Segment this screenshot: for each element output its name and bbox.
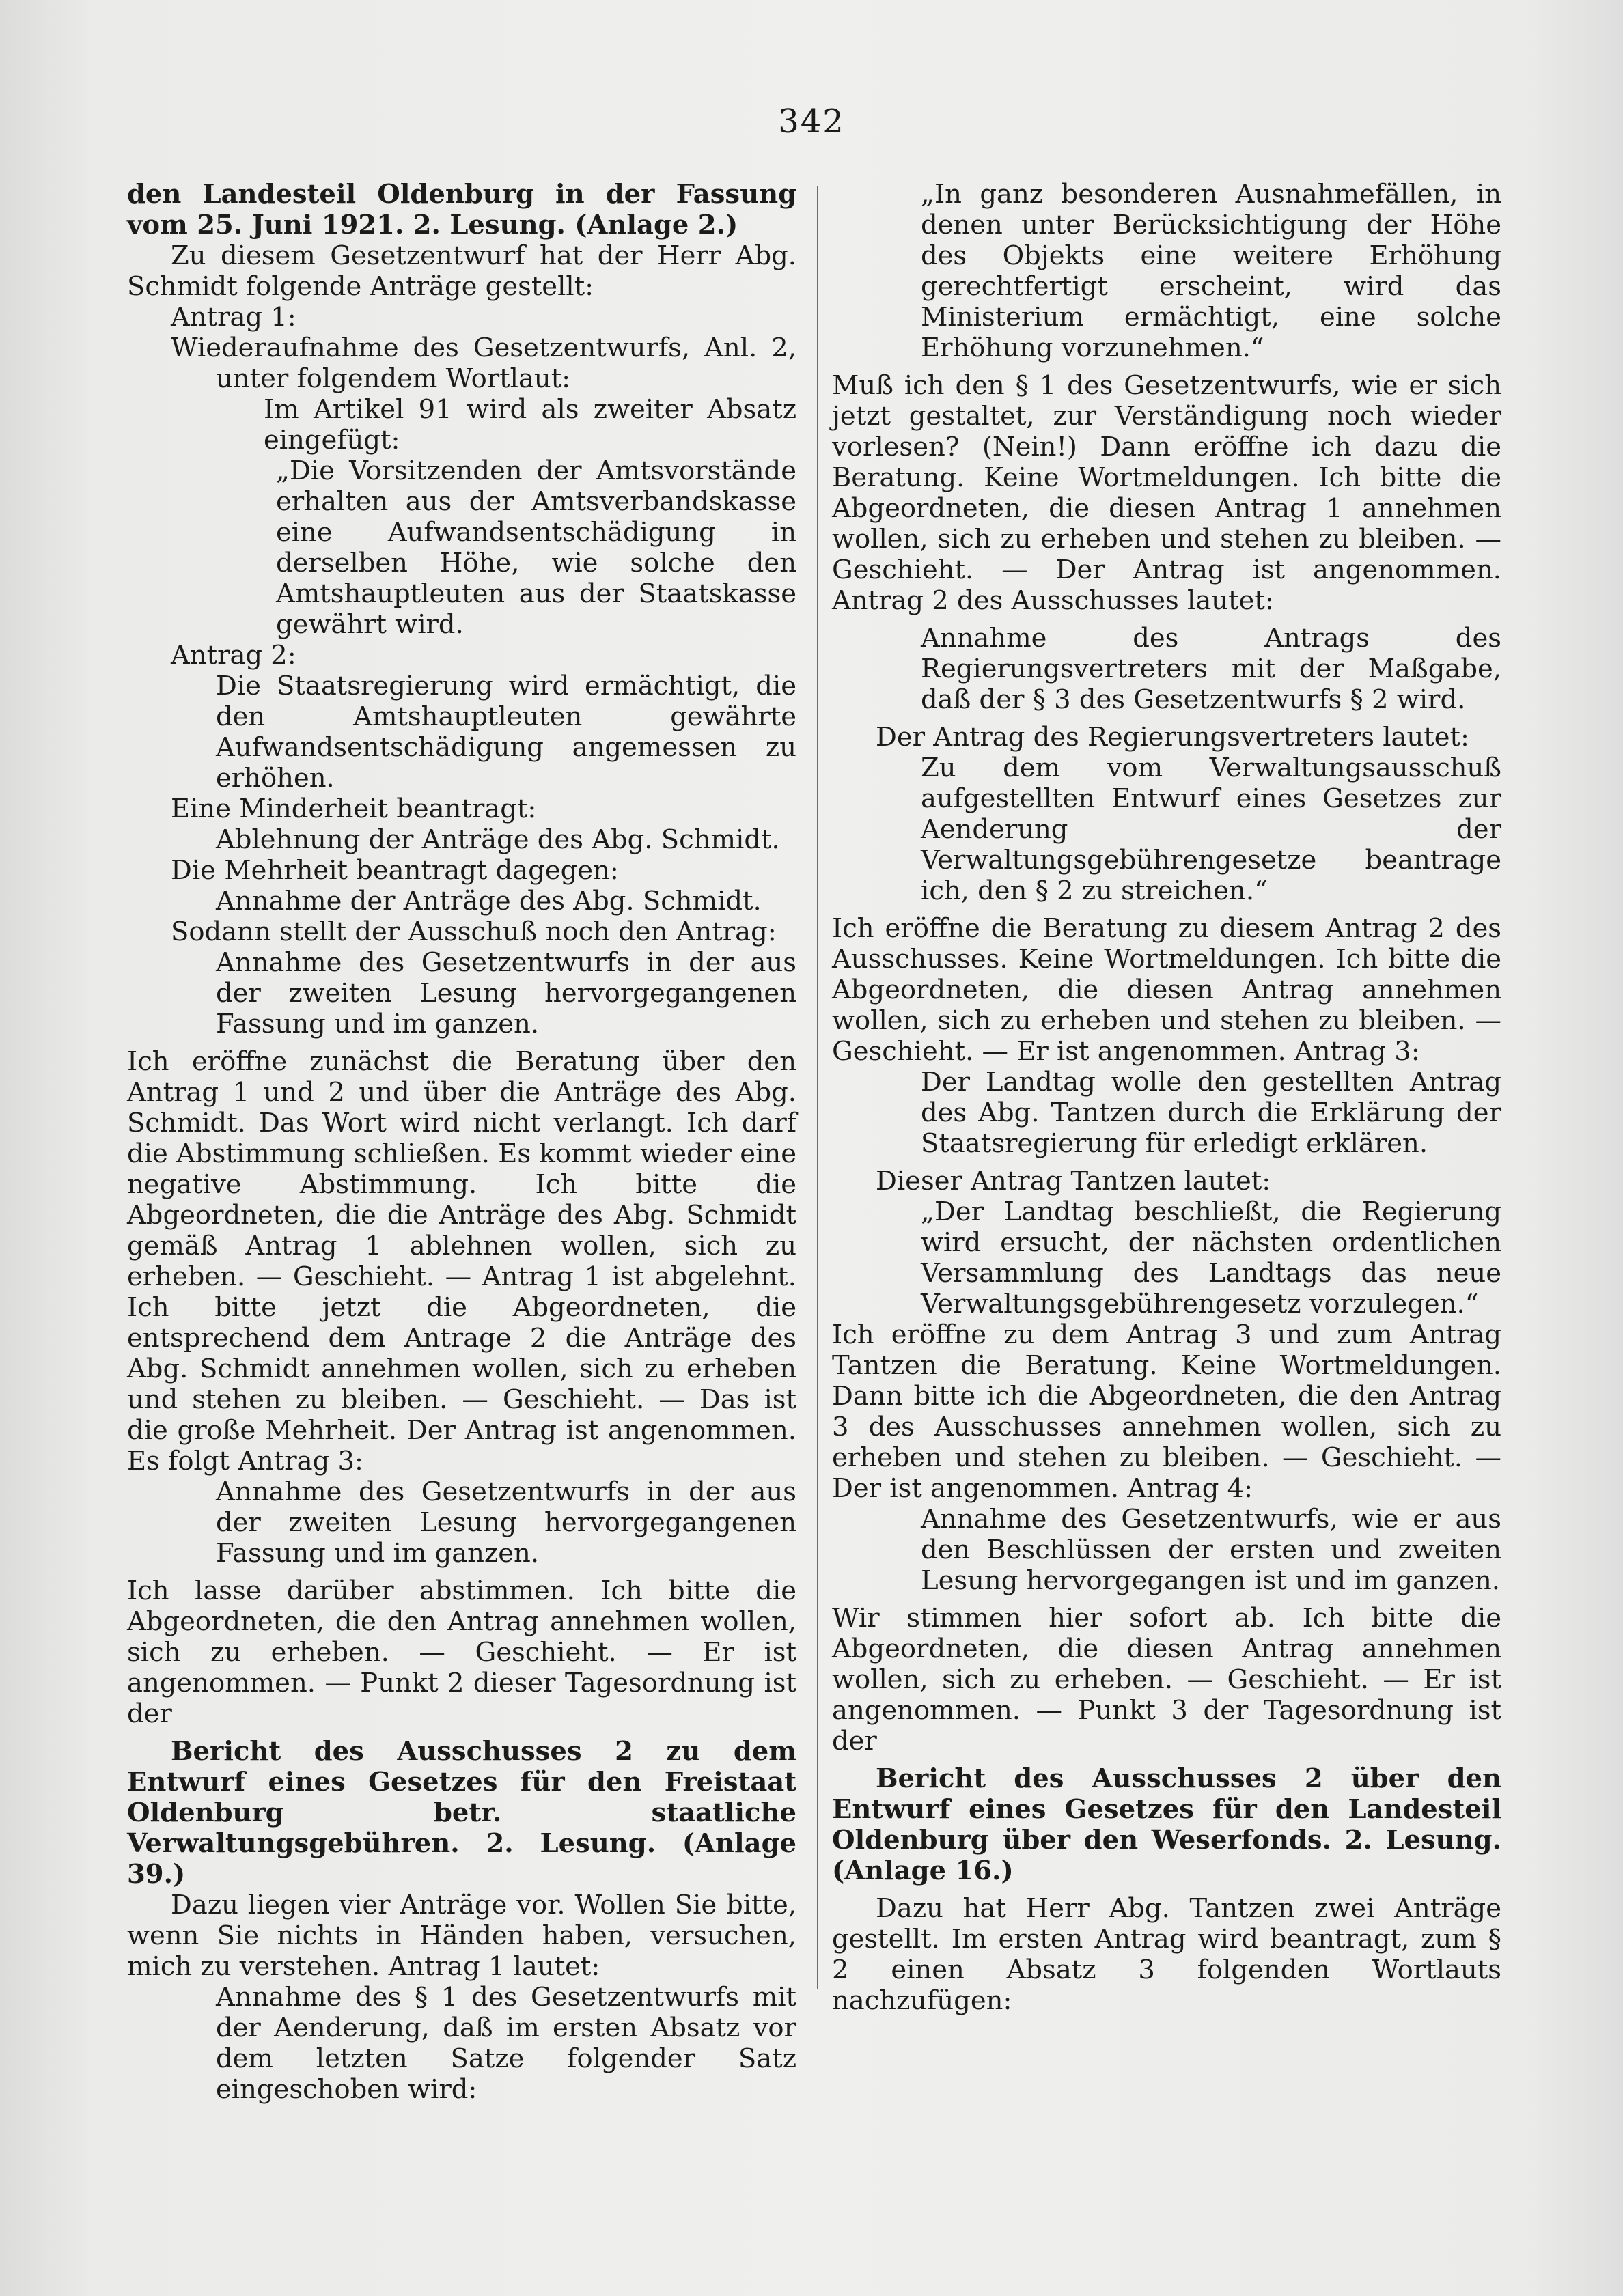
paragraph: Der Antrag des Regierungsvertreters lautet:	[876, 722, 1469, 753]
paragraph: „Der Landtag beschließt, die Regierung wird ersucht, der nächsten ordentlichen Versammlung des Landtags das neue Verwaltungsgebührengesetz vorzulegen.“	[921, 1196, 1501, 1319]
paragraph: Annahme des § 1 des Gesetzentwurfs mit der Aenderung, daß im ersten Absatz vor dem letzten Satze folgender Satz eingeschoben wird:	[216, 1982, 796, 2105]
paragraph: Ich eröffne zunächst die Beratung über den Antrag 1 und 2 und über die Anträge des Abg. Schmidt. Das Wort wird nicht verlangt. Ich darf die Abstimmung schließen. Es kommt wieder eine negative Abstimmung. Ich bitte die Abgeordneten, die die Anträge des Abg. Schmidt gemäß Antrag 1 ablehnen wollen, sich zu erheben. — Geschieht. — Antrag 1 ist abgelehnt. Ich bitte jetzt die Abgeordneten, die entsprechend dem Antrage 2 die Anträge des Abg. Schmidt annehmen wollen, sich zu erheben und stehen zu bleiben. — Geschieht. — Das ist die große Mehrheit. Der Antrag ist angenommen. Es folgt Antrag 3:	[127, 1046, 796, 1476]
paragraph: Ablehnung der Anträge des Abg. Schmidt.	[216, 824, 780, 855]
left-column	[127, 179, 796, 2105]
paragraph: Annahme des Gesetzentwurfs in der aus der zweiten Lesung hervorgegangenen Fassung und im ganzen.	[216, 947, 796, 1039]
paragraph: Zu dem vom Verwaltungsausschuß aufgestellten Entwurf eines Gesetzes zur Aenderung der Verwaltungsgebührengesetze beantrage ich, den § 2 zu streichen.“	[921, 753, 1501, 906]
paragraph: Annahme der Anträge des Abg. Schmidt.	[216, 886, 762, 916]
paragraph: Wir stimmen hier sofort ab. Ich bitte die Abgeordneten, die diesen Antrag annehmen wollen, sich zu erheben. — Geschieht. — Er ist angenommen. — Punkt 3 der Tagesordnung ist der	[832, 1603, 1501, 1756]
paragraph: Ich lasse darüber abstimmen. Ich bitte die Abgeordneten, die den Antrag annehmen wollen, sich zu erheben. — Geschieht. — Er ist angenommen. — Punkt 2 dieser Tagesordnung ist der	[127, 1576, 796, 1729]
paragraph: Der Landtag wolle den gestellten Antrag des Abg. Tantzen durch die Erklärung der Staatsregierung für erledigt erklären.	[921, 1067, 1501, 1159]
paragraph: Muß ich den § 1 des Gesetzentwurfs, wie er sich jetzt gestaltet, zur Verständigung noch wieder vorlesen? (Nein!) Dann eröffne ich dazu die Beratung. Keine Wortmeldungen. Ich bitte die Abgeordneten, die diesen Antrag 1 annehmen wollen, sich zu erheben und stehen zu bleiben. — Geschieht. — Der Antrag ist angenommen. Antrag 2 des Ausschusses lautet:	[832, 370, 1501, 616]
paragraph: Annahme des Gesetzentwurfs in der aus der zweiten Lesung hervorgegangenen Fassung und im ganzen.	[216, 1476, 796, 1569]
paragraph: Ich eröffne die Beratung zu diesem Antrag 2 des Ausschusses. Keine Wortmeldungen. Ich bitte die Abgeordneten, die diesen Antrag annehmen wollen, sich zu erheben und stehen zu bleiben. — Geschieht. — Er ist angenommen. Antrag 3:	[832, 913, 1501, 1067]
column-divider	[817, 186, 818, 1989]
paragraph: Wiederaufnahme des Gesetzentwurfs, Anl. 2, unter folgendem Wortlaut:	[171, 333, 796, 394]
paragraph: Dazu liegen vier Anträge vor. Wollen Sie bitte, wenn Sie nichts in Händen haben, versuchen, mich zu verstehen. Antrag 1 lautet:	[127, 1890, 796, 1982]
paragraph: Annahme des Gesetzentwurfs, wie er aus den Beschlüssen der ersten und zweiten Lesung hervorgegangen ist und im ganzen.	[921, 1504, 1501, 1596]
page-number: 342	[778, 102, 845, 141]
paragraph: Ich eröffne zu dem Antrag 3 und zum Antrag Tantzen die Beratung. Keine Wortmeldungen. Dann bitte ich die Abgeordneten, die den Antrag 3 des Ausschusses annehmen wollen, sich zu erheben und stehen zu bleiben. — Geschieht. — Der ist angenommen. Antrag 4:	[832, 1319, 1501, 1504]
section-heading: Bericht des Ausschusses 2 zu dem Entwurf eines Gesetzes für den Freistaat Oldenburg betr. staatliche Verwaltungsgebühren. 2. Lesung. (Anlage 39.)	[127, 1736, 796, 1890]
paragraph: Antrag 2:	[171, 640, 296, 671]
paragraph: Sodann stellt der Ausschuß noch den Antrag:	[171, 916, 777, 947]
paragraph: Annahme des Antrags des Regierungsvertreters mit der Maßgabe, daß der § 3 des Gesetzentwurfs § 2 wird.	[921, 623, 1501, 715]
paragraph: „Die Vorsitzenden der Amtsvorstände erhalten aus der Amtsverbandskasse eine Aufwandsentschädigung in derselben Höhe, wie solche den Amtshauptleuten aus der Staatskasse gewährt wird.	[276, 456, 796, 640]
paragraph: „In ganz besonderen Ausnahmefällen, in denen unter Berücksichtigung der Höhe des Objekts eine weitere Erhöhung gerechtfertigt erscheint, wird das Ministerium ermächtigt, eine solche Erhöhung vorzunehmen.“	[921, 179, 1501, 363]
paragraph: Die Staatsregierung wird ermächtigt, die den Amtshauptleuten gewährte Aufwandsentschädigung angemessen zu erhöhen.	[216, 671, 796, 794]
right-column	[832, 179, 1501, 2016]
paragraph: Eine Minderheit beantragt:	[171, 794, 537, 824]
section-heading: Bericht des Ausschusses 2 über den Entwurf eines Gesetzes für den Landesteil Oldenburg über den Weserfonds. 2. Lesung. (Anlage 16.)	[832, 1763, 1501, 1886]
paragraph: Im Artikel 91 wird als zweiter Absatz eingefügt:	[264, 394, 796, 456]
paragraph: Dieser Antrag Tantzen lautet:	[876, 1166, 1271, 1196]
section-heading: den Landesteil Oldenburg in der Fassung vom 25. Juni 1921. 2. Lesung. (Anlage 2.)	[127, 179, 796, 240]
paragraph: Zu diesem Gesetzentwurf hat der Herr Abg. Schmidt folgende Anträge gestellt:	[127, 240, 796, 302]
paragraph: Dazu hat Herr Abg. Tantzen zwei Anträge gestellt. Im ersten Antrag wird beantragt, zum § 2 einen Absatz 3 folgenden Wortlauts nachzufügen:	[832, 1893, 1501, 2016]
paragraph: Die Mehrheit beantragt dagegen:	[171, 855, 619, 886]
paragraph: Antrag 1:	[171, 302, 296, 333]
